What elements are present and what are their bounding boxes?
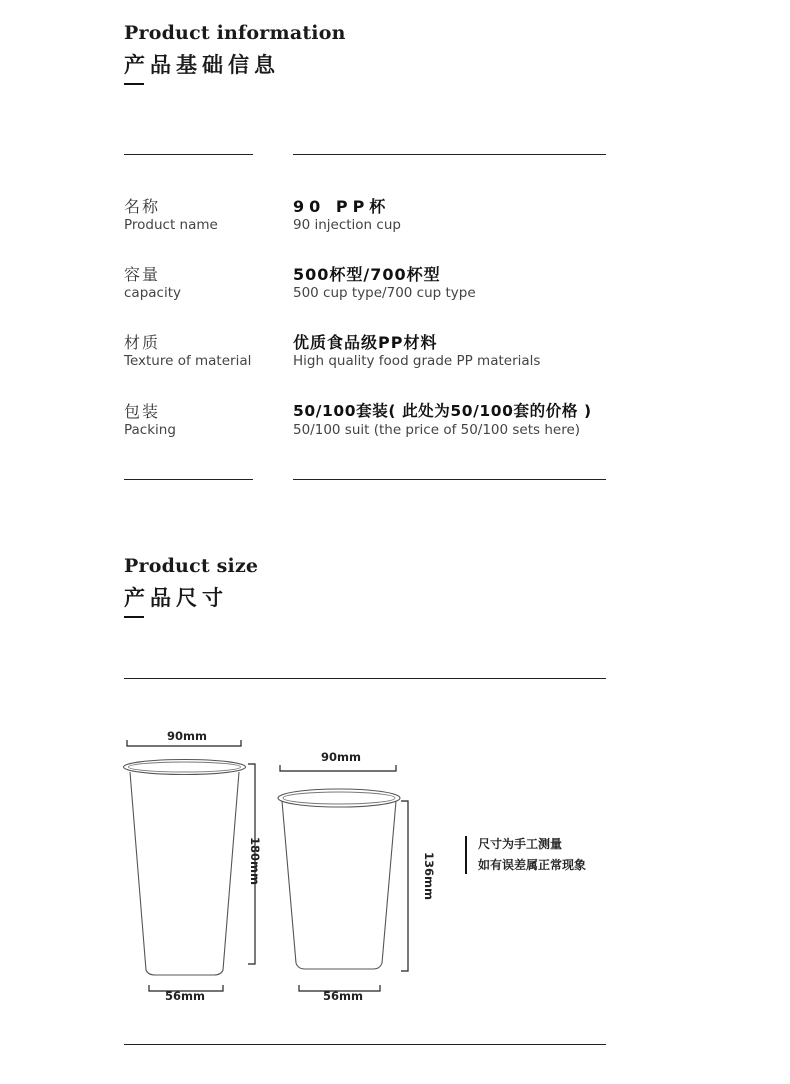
label-capacity-en: capacity — [124, 285, 181, 301]
large-height-text: 180mm — [248, 837, 262, 885]
small-height-text: 136mm — [422, 852, 436, 900]
info-title-en: Product information — [124, 22, 346, 44]
size-title-underline — [124, 616, 144, 618]
info-title-underline — [124, 83, 144, 85]
label-name-zh: 名称 — [124, 197, 161, 216]
large-bottom-width-label: 56mm — [165, 989, 205, 1003]
size-title-en: Product size — [124, 555, 259, 577]
large-top-width-label: 90mm — [167, 729, 207, 743]
small-top-width-label: 90mm — [321, 750, 361, 764]
value-material-en: High quality food grade PP materials — [293, 353, 541, 369]
value-name-en: 90 injection cup — [293, 217, 401, 233]
measurement-note — [478, 834, 586, 876]
label-material-zh: 材质 — [124, 333, 161, 352]
value-capacity-en: 500 cup type/700 cup type — [293, 285, 476, 301]
label-packing-zh: 包装 — [124, 402, 161, 421]
value-capacity-zh: 500杯型/700杯型 — [293, 265, 441, 284]
info-title-zh: 产品基础信息 — [124, 53, 280, 77]
large-cup-diagram — [110, 735, 270, 1005]
label-material-en: Texture of material — [124, 353, 252, 369]
divider-size-top — [124, 678, 606, 679]
value-name-zh: 90 PP杯 — [293, 197, 391, 216]
large-cup-body — [130, 772, 239, 975]
note-line-1: 尺寸为手工测量 — [478, 837, 563, 851]
note-line-2: 如有误差属正常现象 — [478, 858, 587, 872]
small-bottom-width-label: 56mm — [323, 989, 363, 1003]
divider-left-top — [124, 154, 253, 155]
large-height-label — [232, 837, 262, 906]
value-packing-en: 50/100 suit (the price of 50/100 sets here) — [293, 422, 581, 438]
small-cup-body — [282, 801, 396, 969]
divider-size-bottom — [124, 1044, 606, 1045]
label-capacity-zh: 容量 — [124, 265, 161, 284]
note-bar — [465, 836, 467, 874]
divider-right-top — [293, 154, 606, 155]
size-title-zh: 产品尺寸 — [124, 586, 228, 610]
small-top-dimension-line — [280, 765, 396, 771]
value-material-zh: 优质食品级PP材料 — [293, 333, 438, 352]
small-height-label — [406, 852, 436, 921]
label-packing-en: Packing — [124, 422, 176, 438]
divider-left-bottom — [124, 479, 253, 480]
value-packing-zh: 50/100套装( 此处为50/100套的价格 ) — [293, 402, 592, 420]
divider-right-bottom — [293, 479, 606, 480]
label-name-en: Product name — [124, 217, 218, 233]
